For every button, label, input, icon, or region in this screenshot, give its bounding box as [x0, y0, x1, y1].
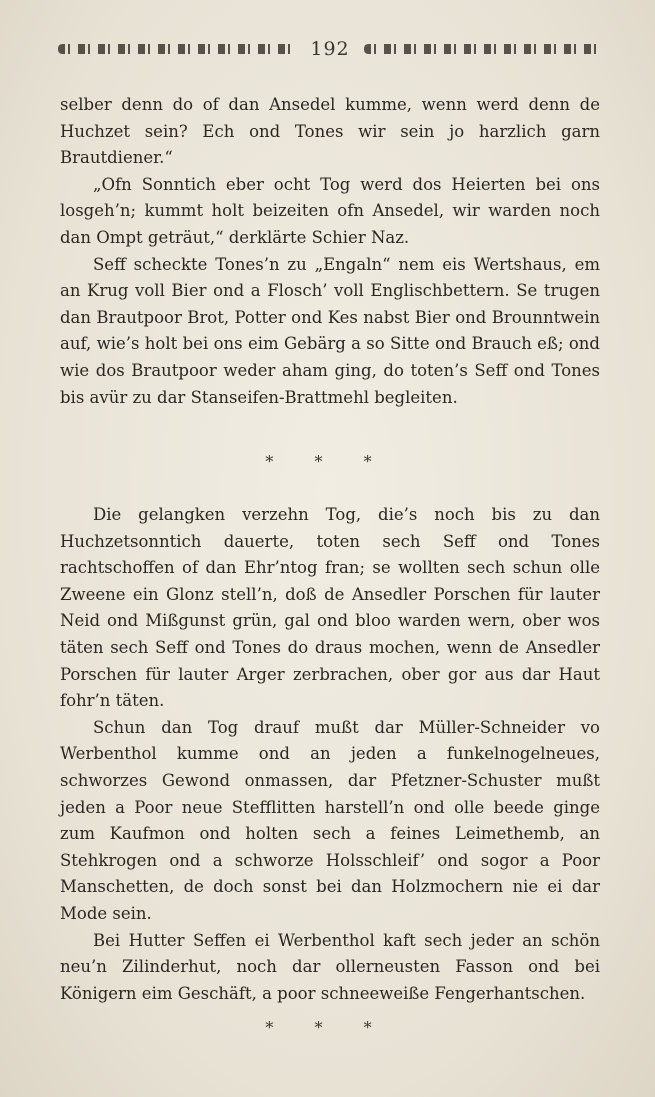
- paragraph: Schun dan Tog drauf mußt dar Müller-Schneider vo Werbenthol kumme ond an jeden a funkelnogelneues, schworzes Gewond onmassen, dar Pfetzner-Schuster mußt jeden a Poor neue Stefflitten harstell’n ond olle beede ginge zum Kaufmon ond holten sech a feines Leimethemb, an Stehkrogen ond a schworze Holsschleif’ ond sogor a Poor Manschetten, de doch sonst bei dan Holzmochern nie ei dar Mode sein.: [60, 717, 600, 923]
- page-header: [58, 38, 602, 60]
- paragraph: Seff scheckte Tones’n zu „Engaln“ nem eis Wertshaus, em an Krug voll Bier ond a Flosch’ voll Englischbettern. Se trugen dan Brautpoor Brot, Potter ond Kes nabst Bier ond Brounntwein auf, wie’s holt bei ons eim Gebärg a so Sitte ond Brauch eß; ond wie dos Brautpoor weder aham ging, do toten’s Seff ond Tones bis avür zu dar Stanseifen-Brattmehl begleiten.: [60, 254, 600, 407]
- text-block-1: [60, 92, 600, 411]
- paragraph: selber denn do of dan Ansedel kumme, wenn werd denn de Huchzet sein? Ech ond Tones wir sein jo harzlich garn Brautdiener.“: [60, 95, 600, 168]
- section-separator: * * *: [265, 1018, 390, 1037]
- paragraph: „Ofn Sonntich eber ocht Tog werd dos Heierten bei ons losgeh’n; kummt holt beizeiten ofn Ansedel, wir warden noch dan Ompt geträut,“ derklärte Schier Naz.: [60, 174, 600, 247]
- section-separator: * * *: [265, 452, 390, 471]
- paragraph: Die gelangken verzehn Tog, die’s noch bis zu dan Huchzetsonntich dauerte, toten sech Seff ond Tones rachtschoffen of dan Ehr’ntog fran; se wollten sech schun olle Zweene ein Glonz stell’n, doß de Ansedler Porschen für lauter Neid ond Mißgunst grün, gal ond bloo warden wern, ober wos täten sech Seff ond Tones do draus mochen, wenn de Ansedler Porschen für lauter Arger zerbrachen, ober gor aus dar Haut fohr’n täten.: [60, 505, 600, 711]
- header-ornament-right: [364, 44, 602, 54]
- text-block-2: [60, 502, 600, 1007]
- paragraph: Bei Hutter Seffen ei Werbenthol kaft sech jeder an schön neu’n Zilinderhut, noch dar ollerneusten Fasson ond bei Königern eim Geschäft, a poor schneeweiße Fengerhantschen.: [60, 930, 600, 1003]
- header-ornament-left: [58, 44, 296, 54]
- page-number: 192: [310, 38, 350, 60]
